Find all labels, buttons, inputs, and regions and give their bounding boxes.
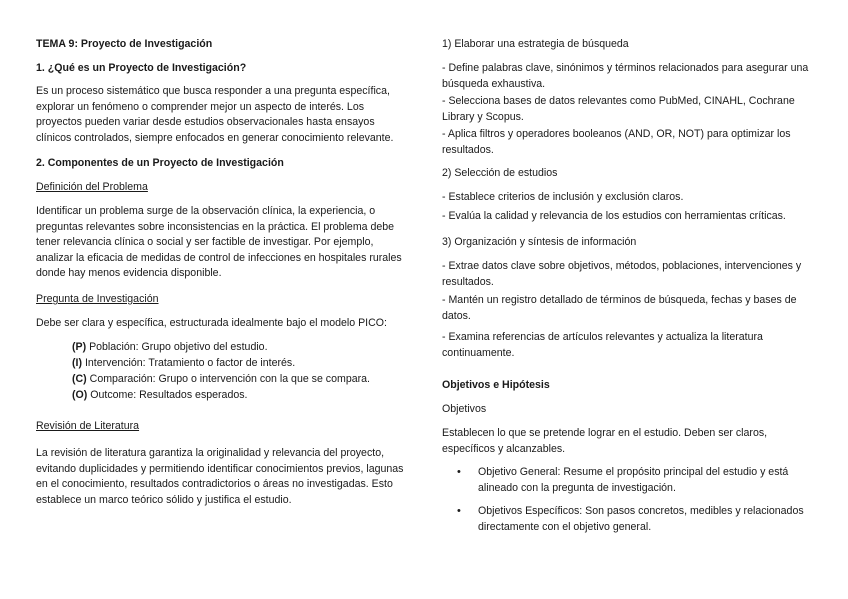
step-item: - Establece criterios de inclusión y exclusión claros. [442,191,684,203]
section-heading-2: 2. Componentes de un Proyecto de Investigación [36,157,284,169]
paragraph-question: Debe ser clara y específica, estructurada idealmente bajo el modelo PICO: [36,317,387,329]
step-item: - Examina referencias de artículos relevantes y actualiza la literatura continuamente. [442,331,763,359]
paragraph-objectives: Establecen lo que se pretende lograr en el estudio. Deben ser claros, específicos y alcanzables. [442,427,768,455]
section-heading-1: 1. ¿Qué es un Proyecto de Investigación? [36,62,247,74]
step-heading-search: 1) Elaborar una estrategia de búsqueda [442,38,629,50]
pico-item [72,372,370,388]
pico-text: Intervención: Tratamiento o factor de interés. [84,357,296,369]
pico-item [72,388,247,404]
pico-item [72,356,295,372]
subheading-objectives: Objetivos [442,403,487,415]
pico-key: (O) [72,389,88,401]
paragraph-problem: Identificar un problema surge de la observación clínica, la experiencia, o preguntas relevantes sobre inconsistencias en la práctica. El problema debe tener relevancia clínica o social y ser factible de investigar. Por ejemplo, analizar la eficacia de medidas de control de infecciones en hospitales rurales donde hay menos evidencia disponible. [36,205,402,280]
step-heading-selection: 2) Selección de estudios [442,167,558,179]
document-title: TEMA 9: Proyecto de Investigación [36,38,213,50]
paragraph-review: La revisión de literatura garantiza la originalidad y relevancia del proyecto, evitando duplicidades y permitiendo identificar conocimientos previos, lagunas en el conocimiento, resultados contradictorios o áreas no investigadas. Esto establece un marco teórico sólido y justifica el estudio. [36,447,404,506]
step-item: - Mantén un registro detallado de términos de búsqueda, fechas y bases de datos. [442,294,797,322]
list-item: • Objetivos Específicos: Son pasos concretos, medibles y relacionados directamente con el objetivo general. [442,504,818,535]
step-heading-organization: 3) Organización y síntesis de información [442,236,637,248]
pico-text: Comparación: Grupo o intervención con la que se compara. [89,373,370,385]
subheading-problem: Definición del Problema [36,181,148,193]
pico-text: Población: Grupo objetivo del estudio. [89,341,268,353]
pico-key: (C) [72,373,87,385]
pico-key: (P) [72,341,87,353]
step-item: - Evalúa la calidad y relevancia de los estudios con herramientas críticas. [442,210,786,222]
step-item: - Aplica filtros y operadores booleanos (AND, OR, NOT) para optimizar los resultados. [442,128,791,156]
step-item: - Define palabras clave, sinónimos y términos relacionados para asegurar una búsqueda exhaustiva. [442,62,809,90]
step-item: - Extrae datos clave sobre objetivos, métodos, poblaciones, intervenciones y resultados. [442,260,802,288]
pico-item [72,340,268,356]
pico-key: (I) [72,357,82,369]
list-item: • Objetivo General: Resume el propósito principal del estudio y está alineado con la pregunta de investigación. [442,465,818,496]
objectives-list [442,465,818,535]
pico-text: Outcome: Resultados esperados. [90,389,248,401]
section-heading-objectives: Objetivos e Hipótesis [442,379,550,391]
paragraph-definition: Es un proceso sistemático que busca responder a una pregunta específica, explorar un fenómeno o comprender mejor un aspecto de interés. Los proyectos pueden variar desde estudios observacionales hasta ensayos clínicos controlados, siempre enfocados en generar conocimiento relevante. [36,85,394,144]
subheading-review: Revisión de Literatura [36,420,140,432]
step-item: - Selecciona bases de datos relevantes como PubMed, CINAHL, Cochrane Library y Scopus. [442,95,795,123]
subheading-question: Pregunta de Investigación [36,293,159,305]
